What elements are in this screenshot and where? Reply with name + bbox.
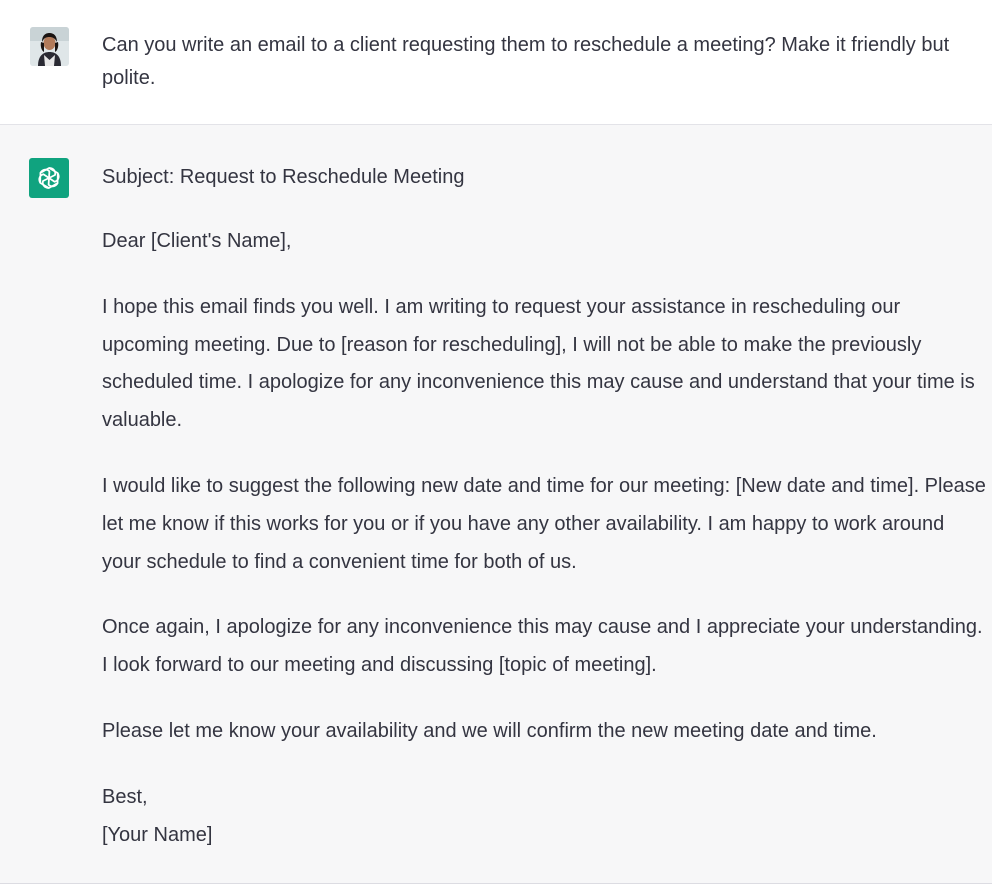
email-signoff: Best,: [102, 785, 148, 808]
assistant-message: [0, 125, 992, 884]
email-greeting: Dear [Client's Name],: [102, 230, 292, 252]
email-paragraph: I hope this email finds you well. I am writing to request your assistance in rescheduling our upcoming meeting. Due to [reason for rescheduling], I will not be able to make the previously scheduled time. I apologize for any inconvenience this may cause and understand that your time is valuable.: [102, 295, 975, 432]
assistant-reply: [102, 159, 987, 854]
email-paragraph: Once again, I apologize for any inconvenience this may cause and I appreciate your understanding. I look forward to our meeting and discussing [topic of meeting].: [102, 616, 983, 677]
openai-logo-icon: [29, 158, 69, 198]
user-prompt-text: Can you write an email to a client requesting them to reschedule a meeting? Make it friendly but polite.: [102, 34, 950, 89]
email-paragraph: I would like to suggest the following new date and time for our meeting: [New date and time]. Please let me know if this works for you or if you have any other availability. I am happy to work around your schedule to find a convenient time for both of us.: [102, 474, 986, 573]
user-avatar-icon: [30, 27, 69, 66]
email-signature: [Your Name]: [102, 823, 213, 846]
email-paragraph: Please let me know your availability and we will confirm the new meeting date and time.: [102, 719, 877, 742]
email-subject: Subject: Request to Reschedule Meeting: [102, 166, 465, 188]
user-message: [0, 0, 992, 125]
user-avatar: [30, 27, 69, 66]
